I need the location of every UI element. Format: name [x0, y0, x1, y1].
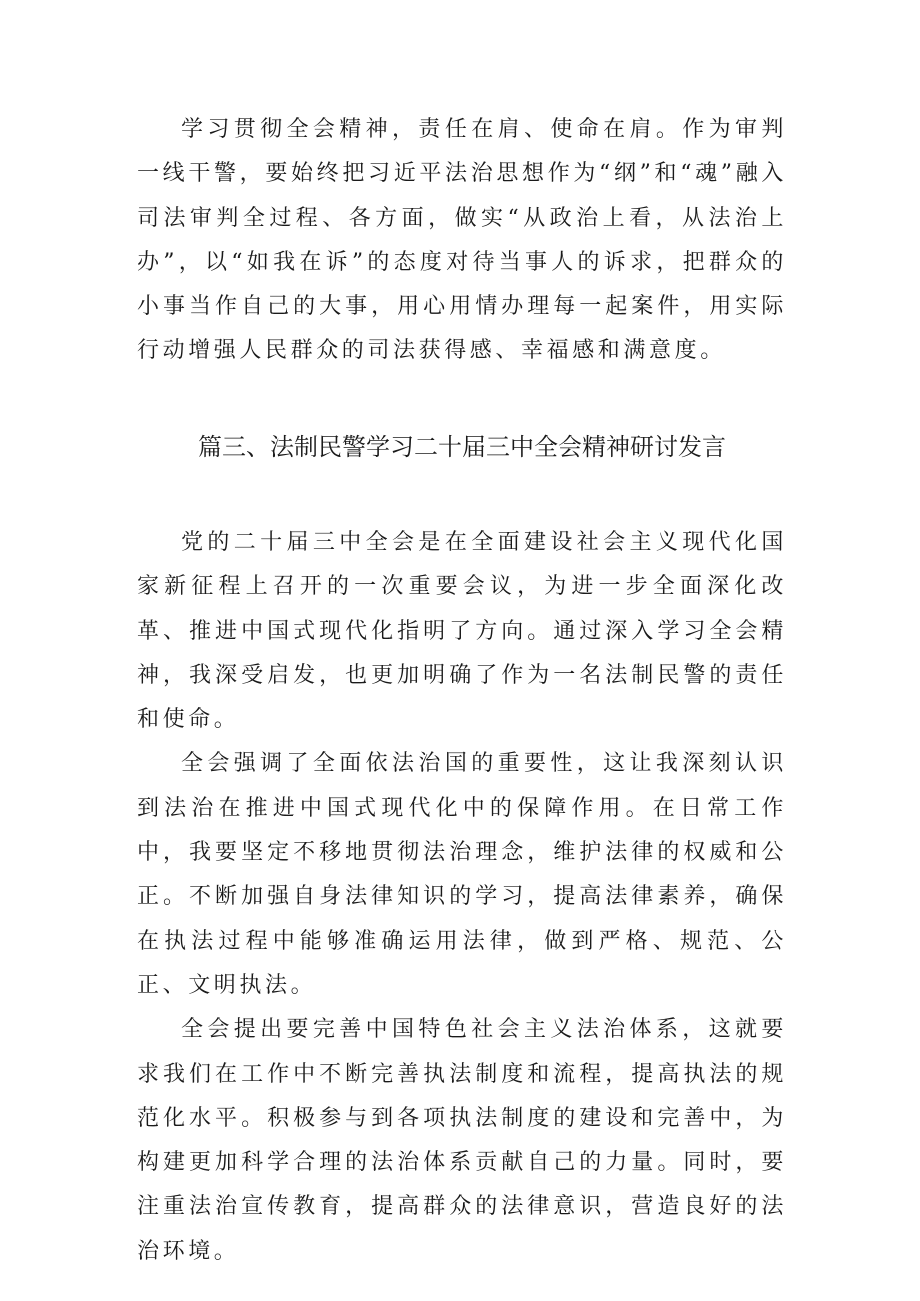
paragraph-1: 党的二十届三中全会是在全面建设社会主义现代化国家新征程上召开的一次重要会议，为进一步全面深化改革、推进中国式现代化指明了方向。通过深入学习全会精神，我深受启发，也更加明确了作为一名法制民警的责任和使命。 — [137, 530, 787, 733]
paragraph-top: 学习贯彻全会精神，责任在肩、使命在肩。作为审判一线干警，要始终把习近平法治思想作为“纲”和“魂”融入司法审判全过程、各方面，做实“从政治上看，从法治上办”，以“如我在诉”的态度对待当事人的诉求，把群众的小事当作自己的大事，用心用情办理每一起案件，用实际行动增强人民群众的司法获得感、幸福感和满意度。 — [137, 117, 787, 364]
main-text-block — [137, 521, 787, 1274]
paragraph-2: 全会强调了全面依法治国的重要性，这让我深刻认识到法治在推进中国式现代化中的保障作用。在日常工作中，我要坚定不移地贯彻法治理念，维护法律的权威和公正。不断加强自身法律知识的学习，提高法律素养，确保在执法过程中能够准确运用法律，做到严格、规范、公正、文明执法。 — [137, 751, 787, 998]
section-heading: 篇三、法制民警学习二十届三中全会精神研讨发言 — [198, 433, 726, 461]
paragraph-3: 全会提出要完善中国特色社会主义法治体系，这就要求我们在工作中不断完善执法制度和流程，提高执法的规范化水平。积极参与到各项执法制度的建设和完善中，为构建更加科学合理的法治体系贡献自己的力量。同时，要注重法治宣传教育，提高群众的法律意识，营造良好的法治环境。 — [137, 1017, 787, 1264]
top-text-block — [137, 108, 787, 374]
